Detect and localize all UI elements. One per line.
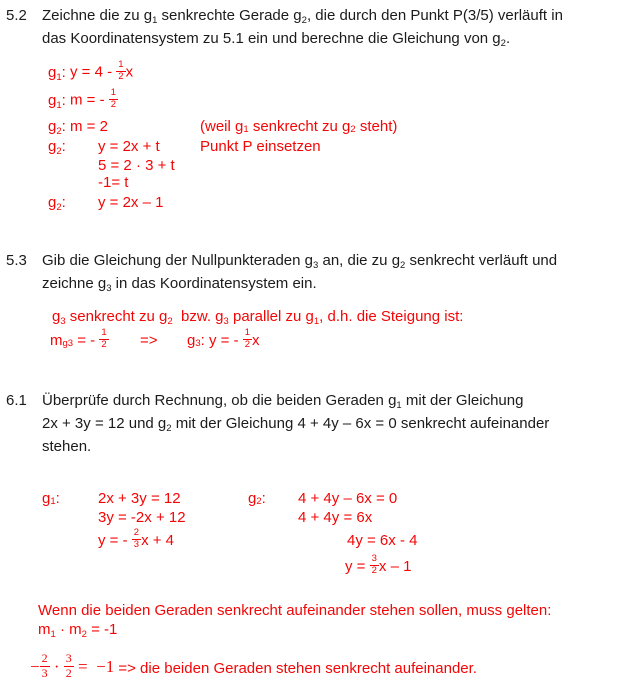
g1-step: 2x + 3y = 12	[98, 489, 181, 507]
equation: m = 2	[70, 117, 108, 135]
equation-label: $g_1$:	[48, 91, 66, 111]
section-5-3-text	[42, 250, 557, 296]
section-5-2-number: 5.2	[6, 7, 27, 24]
work-row-3	[0, 526, 632, 554]
work-line-g3-result	[0, 326, 632, 354]
work-line-g2-result	[48, 192, 163, 212]
g2-step: 4y = 6x - 4	[347, 531, 418, 549]
work-row-4	[0, 552, 632, 580]
equation: y = 2x – 1	[98, 193, 164, 211]
heading-line: zeichne $g_3$ in das Koordinatensystem ein.	[42, 275, 317, 294]
section-5-2-text	[42, 5, 563, 51]
final-math: − $\frac{2}{3}$ · $\frac{3}{2}$ = −1	[30, 650, 115, 680]
equation-label: $g_2$:	[48, 117, 66, 137]
equation-label: $g_2$:	[48, 137, 66, 157]
equation-note: (weil g 1 senkrecht zu g 2 steht)	[200, 117, 398, 135]
equation: m = - $\frac{1}{2}$	[70, 86, 117, 110]
equation: -1= t	[98, 173, 129, 191]
g2-label: g 2 :	[248, 489, 266, 507]
heading-line: 2x + 3y = 12 und $g_2$ mit der Gleichung 4 + 4y – 6x = 0 senkrecht aufeinander	[42, 415, 550, 434]
section-6-1-heading	[6, 390, 549, 457]
statement: $m_1 \cdot m_2 = -1$	[38, 620, 118, 640]
heading-line: Zeichne die zu $g_1$ senkrechte Gerade $g_2$, die durch den Punkt P(3/5) verläuft in	[42, 7, 563, 26]
work-line-g1-slope	[48, 86, 118, 114]
work-line-g2-ansatz	[48, 136, 321, 157]
work-line-g3-reasoning	[52, 306, 463, 326]
statement: Wenn die beiden Geraden senkrecht aufeinander stehen sollen, muss gelten:	[38, 601, 552, 619]
equation: y = 2x + t	[98, 137, 160, 155]
g1-step: y = - 2 3 x + 4	[98, 526, 174, 550]
final-check-line	[30, 650, 477, 683]
implies-arrow: =>	[140, 331, 158, 349]
g2-step: y = 3 2 x – 1	[345, 552, 412, 576]
equation-note: Punkt P einsetzen	[200, 137, 321, 155]
heading-line: stehen.	[42, 438, 92, 455]
g2-step: 4 + 4y – 6x = 0	[298, 489, 398, 507]
equation-label: $g_2$:	[48, 193, 66, 213]
g2-step: 4 + 4y = 6x	[298, 508, 373, 526]
equation-slope: m g3 = - 1 2	[50, 326, 107, 350]
equation: y = 4 - $\frac{1}{2}$ x	[70, 58, 134, 82]
work-line-g1-equation	[48, 58, 133, 86]
statement: $g_3$ senkrecht zu $g_2$ bzw. $g_3$ parallel zu $g_1$, d.h. die Steigung ist:	[52, 307, 464, 327]
conclusion-line-1	[38, 600, 551, 620]
g1-label: g 1 :	[42, 489, 60, 507]
section-5-2-heading	[6, 5, 563, 51]
g1-step: 3y = -2x + 12	[98, 508, 186, 526]
equation-result: g 3 : y = - 1 2 x	[187, 326, 260, 350]
section-6-1-number: 6.1	[6, 392, 27, 409]
equation-label: $g_1$:	[48, 63, 66, 83]
section-6-1-text	[42, 390, 549, 457]
work-row-2	[0, 507, 632, 527]
equation: 5 = 2 · 3 + t	[98, 156, 175, 174]
work-line-solve-t	[98, 172, 128, 192]
heading-line: das Koordinatensystem zu 5.1 ein und berechne die Gleichung von $g_2$.	[42, 30, 511, 49]
heading-line: Gib die Gleichung der Nullpunkteraden $g_3$ an, die zu $g_2$ senkrecht verläuft und	[42, 252, 558, 271]
work-row-1	[0, 488, 632, 508]
conclusion-line-2	[38, 619, 117, 639]
final-text: => die beiden Geraden stehen senkrecht aufeinander.	[114, 659, 477, 677]
heading-line: Überprüfe durch Rechnung, ob die beiden Geraden $g_1$ mit der Gleichung	[42, 392, 524, 411]
section-5-3-heading	[6, 250, 557, 296]
section-5-3-number: 5.3	[6, 252, 27, 269]
work-line-g2-slope	[48, 116, 398, 137]
